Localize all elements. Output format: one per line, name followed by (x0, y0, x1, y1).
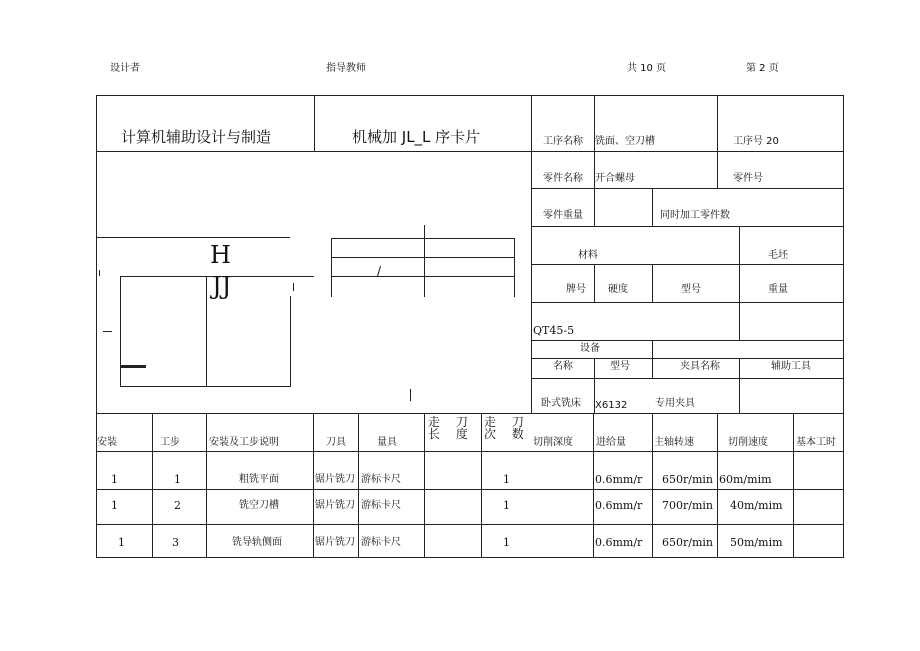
blank-type-label: 型号 (681, 284, 701, 295)
aux-tool-label: 辅助工具 (771, 361, 811, 372)
sketch-mark-slash: / (377, 264, 382, 278)
row-cut-speed: 40m/mim (730, 499, 783, 512)
row-feed: 0.6mm/r (595, 499, 643, 512)
header-step: 工步 (160, 437, 180, 448)
header-base-time: 基本工时 (796, 437, 836, 448)
row-gauge: 游标卡尺 (361, 500, 401, 511)
row-spindle: 650r/min (662, 536, 713, 549)
row-install: 1 (111, 499, 118, 512)
header-desc: 安装及工步说明 (209, 437, 279, 448)
row-install: 1 (118, 536, 125, 549)
grade-value: QT45-5 (533, 324, 575, 337)
row-step: 2 (174, 499, 181, 512)
row-passes: 1 (503, 473, 510, 486)
course-title: 计算机辅助设计与制造 (121, 128, 272, 146)
hardness-label: 硬度 (608, 284, 628, 295)
part-name-label: 零件名称 (543, 173, 583, 184)
fixture-name-label: 夹具名称 (680, 361, 720, 372)
row-cut-speed: 50m/mim (730, 536, 783, 549)
header-travel-length: 走 刀 长 度 (428, 415, 474, 441)
part-weight-label: 零件重量 (543, 210, 583, 221)
row-tool: 锯片铣刀 (315, 500, 355, 511)
header-cut-depth: 切削深度 (533, 437, 573, 448)
header-feed: 进给量 (596, 437, 626, 448)
row-tool: 锯片铣刀 (315, 537, 355, 548)
row-feed: 0.6mm/r (595, 473, 643, 486)
blank-label: 毛坯 (768, 250, 788, 261)
header-cut-speed: 切削速度 (728, 437, 768, 448)
row-cut-speed: 60m/mim (719, 473, 772, 486)
equipment-name-label: 名称 (553, 361, 573, 372)
row-passes: 1 (503, 499, 510, 512)
row-step: 3 (172, 536, 179, 549)
sketch-mark-h: H (210, 241, 231, 269)
designer-label: 设计者 (110, 63, 140, 74)
total-pages: 共 10 页 (627, 63, 667, 74)
process-no-label: 工序号 20 (733, 136, 779, 147)
part-name-value: 开合螺母 (595, 173, 635, 184)
row-desc: 铣空刀槽 (239, 500, 279, 511)
page-number: 第 2 页 (746, 63, 779, 74)
row-gauge: 游标卡尺 (361, 474, 401, 485)
equipment-label: 设备 (580, 343, 600, 354)
process-name-value: 铣面、空刀槽 (595, 136, 655, 147)
header-install: 安装 (97, 437, 117, 448)
header-passes: 走 刀 次 数 (484, 415, 530, 441)
fixture-name: 专用夹具 (655, 398, 695, 409)
process-name-label: 工序名称 (543, 136, 583, 147)
row-desc: 粗铣平面 (239, 474, 279, 485)
row-desc: 铣导轨侧面 (232, 537, 282, 548)
weight-label: 重量 (768, 284, 788, 295)
sketch-mark-jj: JJ (212, 272, 232, 300)
machine-type: X6132 (595, 400, 628, 411)
header-tool: 刀具 (326, 437, 346, 448)
material-label: 材料 (578, 250, 598, 261)
equipment-type-label: 型号 (610, 361, 630, 372)
row-gauge: 游标卡尺 (361, 537, 401, 548)
row-passes: 1 (503, 536, 510, 549)
row-spindle: 650r/min (662, 473, 713, 486)
row-install: 1 (111, 473, 118, 486)
card-title: 机械加 JL_L 序卡片 (352, 128, 481, 146)
row-spindle: 700r/min (662, 499, 713, 512)
advisor-label: 指导教师 (326, 63, 366, 74)
grade-label: 牌号 (566, 284, 586, 295)
header-spindle: 主轴转速 (654, 437, 694, 448)
machine-name: 卧式铣床 (541, 398, 581, 409)
header-gauge: 量具 (377, 437, 397, 448)
part-no-label: 零件号 (733, 173, 763, 184)
row-feed: 0.6mm/r (595, 536, 643, 549)
row-tool: 锯片铣刀 (315, 474, 355, 485)
parallel-count-label: 同时加工零件数 (660, 210, 730, 221)
row-step: 1 (174, 473, 181, 486)
